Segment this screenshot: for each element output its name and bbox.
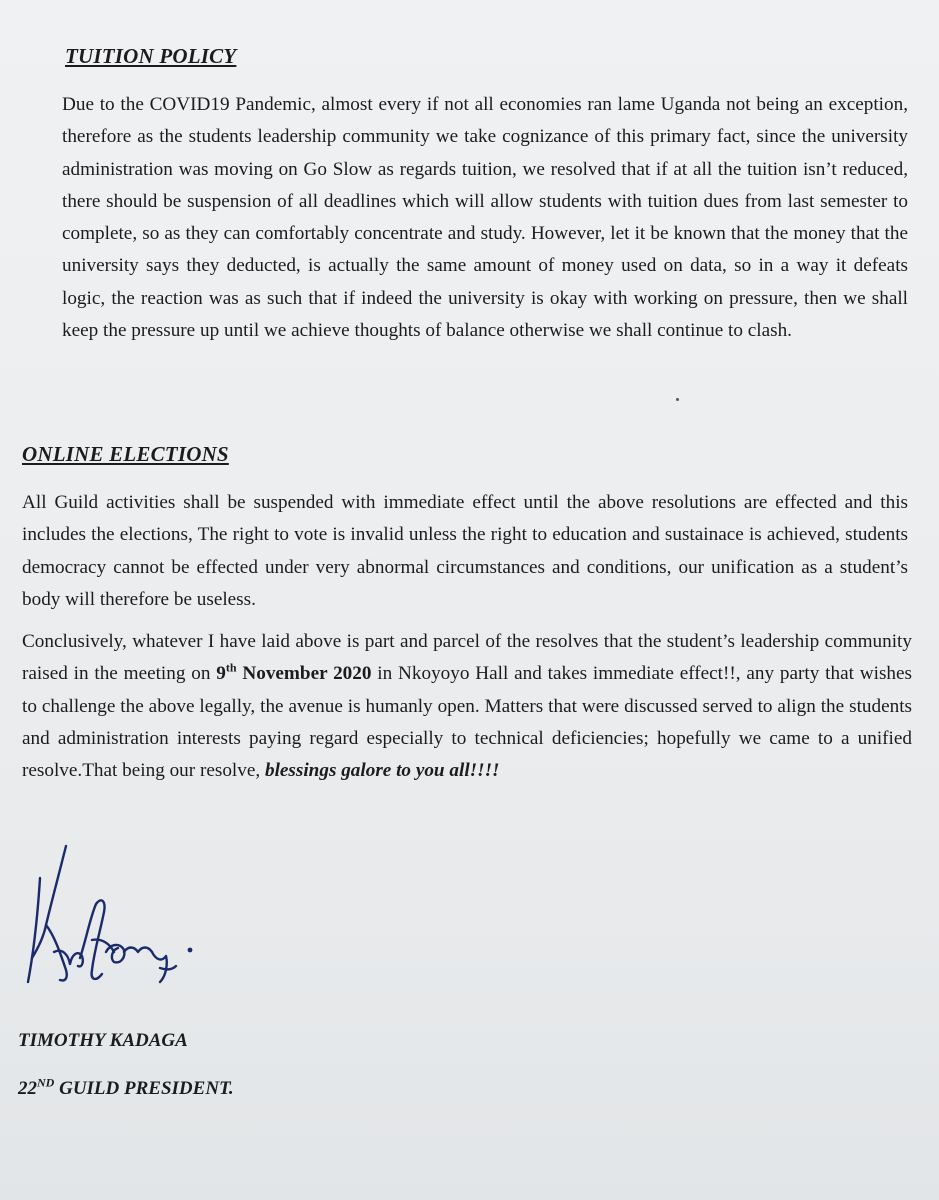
tuition-policy-heading: TUITION POLICY <box>65 44 237 68</box>
conclusion-text-before: Conclusively, whatever I have laid above is part and parcel of the resolves that the student’s leadership community raised in the meeting on <box>22 631 912 685</box>
meeting-date-suffix: th <box>225 660 237 675</box>
signatory-name: TIMOTHY KADAGA <box>18 1030 188 1051</box>
signatory-title-rest: GUILD PRESIDENT. <box>54 1078 234 1099</box>
conclusion-text-after: in Nkoyoyo Hall and takes immediate effect!!, any party that wishes to challenge the above legally, the avenue is humanly open. Matters that were discussed served to align the students and administration interests paying regard especially to technical deficiencies; hopefully we came to a unified resolve.That being our resolve, <box>22 663 912 782</box>
signatory-title <box>18 1075 234 1100</box>
closing-blessing: blessings galore to you all!!!! <box>264 760 500 782</box>
meeting-date-day: 9 <box>216 663 226 685</box>
signatory-title-number: 22 <box>18 1078 37 1099</box>
paper-speck <box>676 398 679 401</box>
conclusion-paragraph <box>22 626 912 787</box>
meeting-date-rest: November 2020 <box>236 663 372 685</box>
online-elections-paragraph: All Guild activities shall be suspended with immediate effect until the above resolutions are effected and this includes the elections, The right to vote is invalid unless the right to education and sustainace is achieved, students democracy cannot be effected under very abnormal circumstances and conditions, our unification as a student’s body will therefore be useless. <box>22 492 908 610</box>
meeting-date <box>216 660 372 685</box>
handwritten-signature <box>10 840 210 1000</box>
online-elections-heading: ONLINE ELECTIONS <box>22 442 229 466</box>
tuition-policy-paragraph: Due to the COVID19 Pandemic, almost every if not all economies ran lame Uganda not being an exception, therefore as the students leadership community we take cognizance of this primary fact, since the university administration was moving on Go Slow as regards tuition, we resolved that if at all the tuition isn’t reduced, there should be suspension of all deadlines which will allow students with tuition dues from last semester to complete, so as they can comfortably concentrate and study. However, let it be known that the money that the university says they deducted, is actually the same amount of money used on data, so in a way it defeats logic, the reaction was as such that if indeed the university is okay with working on pressure, then we shall keep the pressure up until we achieve thoughts of balance otherwise we shall continue to clash. <box>62 94 908 342</box>
signatory-title-suffix: ND <box>37 1075 55 1090</box>
